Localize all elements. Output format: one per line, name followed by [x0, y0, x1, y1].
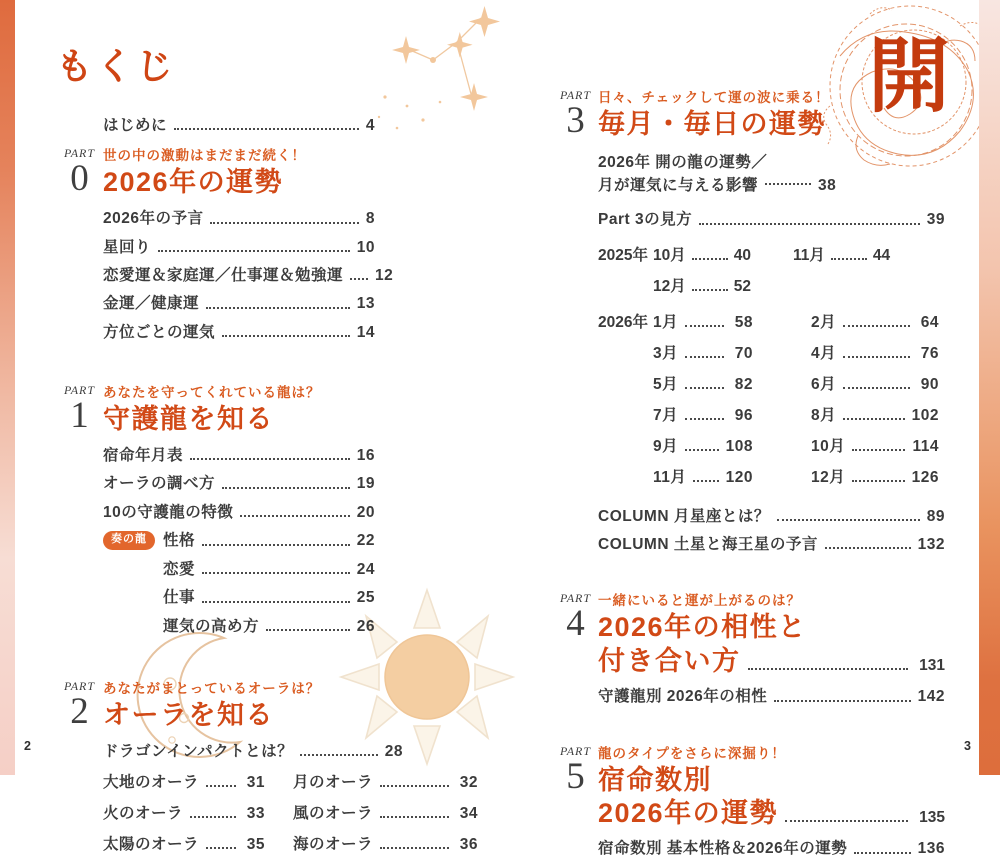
- part-title-line1: 宿命数別: [598, 764, 712, 795]
- kanji-stamp: 開: [868, 28, 951, 124]
- aura-grid: [103, 770, 478, 854]
- toc-item-page: 33: [246, 805, 265, 823]
- dot-leader: [202, 601, 350, 603]
- toc-item-page: 36: [459, 836, 478, 854]
- dot-leader: [206, 847, 236, 849]
- month-page: 40: [733, 246, 751, 264]
- page-title: もくじ: [54, 44, 177, 88]
- dot-leader: [843, 387, 910, 389]
- toc-item-page: 4: [365, 117, 375, 134]
- part-word: PART: [559, 743, 592, 758]
- month-page: 90: [920, 375, 939, 393]
- part-title-line1: 2026年の相性と: [598, 612, 807, 643]
- part-tagline: 一緒にいると運が上がるのは？: [598, 593, 801, 609]
- month-label: 11月: [793, 246, 825, 264]
- dot-leader: [785, 820, 908, 822]
- toc-item-label: 風のオーラ: [293, 805, 374, 823]
- part-title-row: [598, 798, 945, 830]
- dot-leader: [222, 487, 350, 489]
- month-page: 114: [912, 437, 939, 455]
- toc-item-page: 34: [459, 805, 478, 823]
- month-label: 10月: [811, 437, 846, 455]
- part-title: オーラを知る: [103, 699, 274, 730]
- toc-row: [103, 238, 375, 257]
- part-title: 2026年の運勢: [103, 167, 284, 198]
- part-title-line2: 付き合い方: [598, 646, 741, 677]
- toc-item-page: 10: [356, 238, 375, 256]
- dot-leader: [380, 785, 449, 787]
- toc-item-label: 恋愛運＆家庭運／仕事運＆勉強運: [103, 266, 344, 284]
- month-entry: [811, 310, 939, 332]
- part-title-row: [598, 646, 945, 678]
- part-title-line2: 2026年の運勢: [598, 798, 779, 829]
- part-number: 3: [566, 100, 585, 141]
- toc-row-column: [598, 507, 945, 526]
- part-word: PART: [559, 88, 592, 102]
- toc-item-page: 38: [818, 177, 837, 195]
- part-title: 守護龍を知る: [103, 404, 274, 435]
- toc-item-label: ドラゴンインパクトとは？: [103, 742, 294, 760]
- toc-item-label: 太陽のオーラ: [103, 836, 200, 854]
- dot-leader: [222, 335, 350, 337]
- toc-row: [293, 801, 478, 823]
- dot-leader: [350, 278, 368, 280]
- dot-leader: [206, 785, 236, 787]
- toc-item-page: 89: [926, 507, 945, 525]
- toc-row: [598, 687, 945, 706]
- folio-left: 2: [24, 739, 31, 753]
- month-entry: [653, 341, 753, 363]
- month-label: 9月: [653, 437, 679, 455]
- toc-item-page: 26: [356, 617, 375, 635]
- toc-row: [103, 209, 375, 228]
- month-page: 102: [911, 406, 939, 424]
- part-tagline: 日々、チェックして運の波に乗る！: [598, 90, 830, 105]
- toc-item-label: 宿命年月表: [103, 446, 184, 464]
- toc-row: [103, 742, 403, 761]
- toc-item-page: 14: [356, 323, 375, 341]
- toc-item-label: 月のオーラ: [293, 774, 374, 792]
- year-2026-block: [598, 310, 948, 487]
- toc-item-label: 2026年の予言: [103, 210, 204, 228]
- toc-item-label: 10の守護龍の特徴: [103, 503, 234, 521]
- month-entry: [653, 310, 753, 332]
- toc-row: [103, 474, 375, 493]
- toc-row: [293, 770, 478, 792]
- toc-row: [103, 832, 265, 854]
- toc-row: [598, 210, 945, 229]
- month-label: 6月: [811, 375, 837, 393]
- toc-row: [293, 832, 478, 854]
- toc-item-page: 24: [356, 560, 375, 578]
- month-label: 10月: [653, 246, 686, 264]
- dot-leader: [300, 754, 378, 756]
- dot-leader: [765, 183, 811, 185]
- dot-leader: [190, 816, 236, 818]
- part-word: PART: [63, 146, 96, 161]
- toc-item-page: 39: [926, 211, 945, 229]
- folio-right: 3: [964, 739, 971, 753]
- dot-leader: [685, 387, 724, 389]
- toc-row: [598, 839, 945, 858]
- dot-leader: [777, 519, 920, 521]
- toc-item-label: 方位ごとの運気: [103, 323, 216, 341]
- month-page: 44: [872, 246, 891, 264]
- month-page: 70: [734, 344, 753, 362]
- dot-leader: [692, 289, 728, 291]
- part-word: PART: [559, 591, 592, 606]
- dot-leader: [158, 250, 350, 252]
- year-2025-block: [598, 243, 948, 296]
- month-label: 12月: [653, 277, 686, 295]
- toc-item-page: 19: [356, 475, 375, 493]
- dot-leader: [825, 547, 911, 549]
- toc-row: [103, 560, 375, 579]
- part-tagline: あなたがまとっているオーラは？: [103, 680, 321, 696]
- dragon-name-badge: 奏の龍: [103, 531, 155, 550]
- toc-row: [103, 588, 375, 607]
- dot-leader: [693, 480, 718, 482]
- part-3-section: [553, 86, 948, 563]
- dot-leader: [685, 356, 724, 358]
- dot-leader: [852, 449, 905, 451]
- month-label: 1月: [653, 313, 679, 331]
- part-tagline: 世の中の激動はまだまだ続く！: [103, 148, 306, 164]
- month-entry: [653, 372, 753, 394]
- month-page: 52: [733, 277, 751, 295]
- left-page: [56, 36, 496, 854]
- toc-item-label: 性格: [163, 532, 196, 550]
- month-entry: [653, 274, 751, 296]
- toc-item-label: 2026年 開の龍の運勢／: [598, 153, 768, 171]
- dot-leader: [380, 816, 449, 818]
- month-page: 126: [911, 468, 939, 486]
- part-4-section: [553, 589, 948, 715]
- toc-item-page: 28: [384, 742, 403, 760]
- toc-item-label: 恋愛: [163, 560, 196, 578]
- toc-item-label: 月が運気に与える影響: [598, 177, 759, 195]
- toc-item-label: COLUMN 土星と海王星の予言: [598, 536, 818, 554]
- toc-row: [103, 801, 265, 823]
- left-page-edge-gradient: [0, 0, 15, 775]
- month-entry: [811, 434, 939, 456]
- year-label: 2025年: [598, 246, 648, 264]
- toc-item-page: 32: [459, 774, 478, 792]
- month-label: 5月: [653, 375, 679, 393]
- dot-leader: [843, 356, 910, 358]
- toc-item-label: 金運／健康運: [103, 295, 200, 313]
- part-number: 5: [566, 755, 585, 797]
- toc-item-label: 大地のオーラ: [103, 774, 200, 792]
- month-page: 58: [734, 313, 753, 331]
- month-page: 76: [920, 344, 939, 362]
- part-0-marker: [56, 144, 103, 200]
- dot-leader: [202, 572, 350, 574]
- toc-row: [103, 617, 375, 636]
- month-entry: [811, 372, 939, 394]
- part-2-section: [56, 677, 496, 854]
- toc-item-label: 運気の高め方: [163, 617, 260, 635]
- month-page: 64: [920, 313, 939, 331]
- toc-item-page: 22: [356, 532, 375, 550]
- part-tagline: あなたを守ってくれている龍は？: [103, 385, 321, 401]
- toc-item-page: 16: [356, 446, 375, 464]
- dot-leader: [210, 222, 358, 224]
- month-page: 108: [725, 437, 753, 455]
- dot-leader: [854, 852, 910, 854]
- toc-item-label: 守護龍別 2026年の相性: [598, 688, 768, 706]
- dot-leader: [202, 544, 350, 546]
- toc-row: [103, 503, 375, 522]
- toc-item-page: 12: [375, 266, 394, 284]
- toc-item-page: 131: [919, 657, 945, 675]
- toc-row-badged: [103, 531, 375, 551]
- dot-leader: [831, 258, 867, 260]
- month-label: 2月: [811, 313, 837, 331]
- part-number: 4: [566, 603, 585, 645]
- toc-item-page: 35: [246, 836, 265, 854]
- toc-item-label: 宿命数別 基本性格＆2026年の運勢: [598, 840, 848, 858]
- part-1-section: [56, 381, 496, 645]
- dot-leader: [206, 307, 350, 309]
- part-5-marker: [553, 742, 598, 797]
- toc-item-label: Part 3の見方: [598, 211, 693, 229]
- toc-item-label: はじめに: [103, 117, 168, 134]
- month-page: 96: [734, 406, 753, 424]
- toc-item-page: 25: [356, 589, 375, 607]
- dot-leader: [240, 515, 350, 517]
- year-label: 2026年: [598, 313, 648, 331]
- month-page: 82: [734, 375, 753, 393]
- toc-item-label: 星回り: [103, 238, 152, 256]
- part-word: PART: [63, 678, 96, 693]
- toc-item-label: 火のオーラ: [103, 805, 184, 823]
- dot-leader: [774, 700, 910, 702]
- month-label: 11月: [653, 468, 687, 486]
- part-number: 0: [70, 158, 89, 200]
- toc-item-label: オーラの調べ方: [103, 475, 216, 493]
- toc-item-page: 13: [356, 295, 375, 313]
- toc-item-label: 仕事: [163, 589, 196, 607]
- part-number: 2: [70, 690, 89, 732]
- month-label: 12月: [811, 468, 846, 486]
- part-5-section: [553, 742, 948, 868]
- part-number: 1: [70, 395, 89, 437]
- toc-item-page: 8: [365, 210, 375, 228]
- month-entry: [653, 434, 753, 456]
- month-entry: [811, 465, 939, 487]
- month-label: 3月: [653, 344, 679, 362]
- part-1-marker: [56, 381, 103, 437]
- part-2-marker: [56, 677, 103, 732]
- toc-item-page: 20: [356, 503, 375, 521]
- toc-row: [103, 266, 394, 285]
- dot-leader: [852, 480, 904, 482]
- part-3-marker: [553, 86, 598, 141]
- right-page: [553, 86, 948, 868]
- month-label: 7月: [653, 406, 679, 424]
- part-title: 毎月・毎日の運勢: [598, 109, 826, 139]
- month-entry: [811, 341, 939, 363]
- part-word: PART: [63, 383, 96, 398]
- dot-leader: [843, 325, 910, 327]
- toc-item-label: COLUMN 月星座とは？: [598, 507, 770, 525]
- month-entry: [653, 465, 753, 487]
- toc-row: [103, 446, 375, 465]
- toc-row-multiline: [598, 151, 948, 198]
- dot-leader: [174, 128, 359, 130]
- dot-leader: [685, 418, 724, 420]
- month-entry: [653, 243, 751, 265]
- dot-leader: [692, 258, 728, 260]
- dot-leader: [380, 847, 449, 849]
- toc-item-page: 132: [917, 536, 945, 554]
- toc-item-page: 31: [246, 774, 265, 792]
- part-4-marker: [553, 589, 598, 645]
- toc-item-page: 135: [919, 809, 945, 827]
- dot-leader: [685, 325, 724, 327]
- part-tagline: 龍のタイプをさらに深掘り！: [598, 745, 786, 761]
- dot-leader: [685, 449, 719, 451]
- month-entry: [811, 403, 939, 425]
- dot-leader: [748, 668, 909, 670]
- month-label: 4月: [811, 344, 837, 362]
- month-page: 120: [725, 468, 753, 486]
- toc-item-page: 142: [917, 688, 945, 706]
- toc-row-hajimeni: [103, 116, 375, 135]
- part-0-section: [56, 144, 496, 351]
- dot-leader: [699, 223, 920, 225]
- right-page-edge-gradient: [979, 0, 1000, 775]
- dot-leader: [266, 629, 350, 631]
- month-entry: [653, 403, 753, 425]
- toc-item-page: 136: [917, 840, 945, 858]
- toc-row: [103, 323, 375, 342]
- dot-leader: [190, 458, 350, 460]
- toc-row: [103, 294, 375, 313]
- month-entry: [793, 243, 890, 265]
- toc-row-column: [598, 535, 945, 554]
- dot-leader: [843, 418, 905, 420]
- toc-item-label: 海のオーラ: [293, 836, 374, 854]
- toc-row: [103, 770, 265, 792]
- month-label: 8月: [811, 406, 837, 424]
